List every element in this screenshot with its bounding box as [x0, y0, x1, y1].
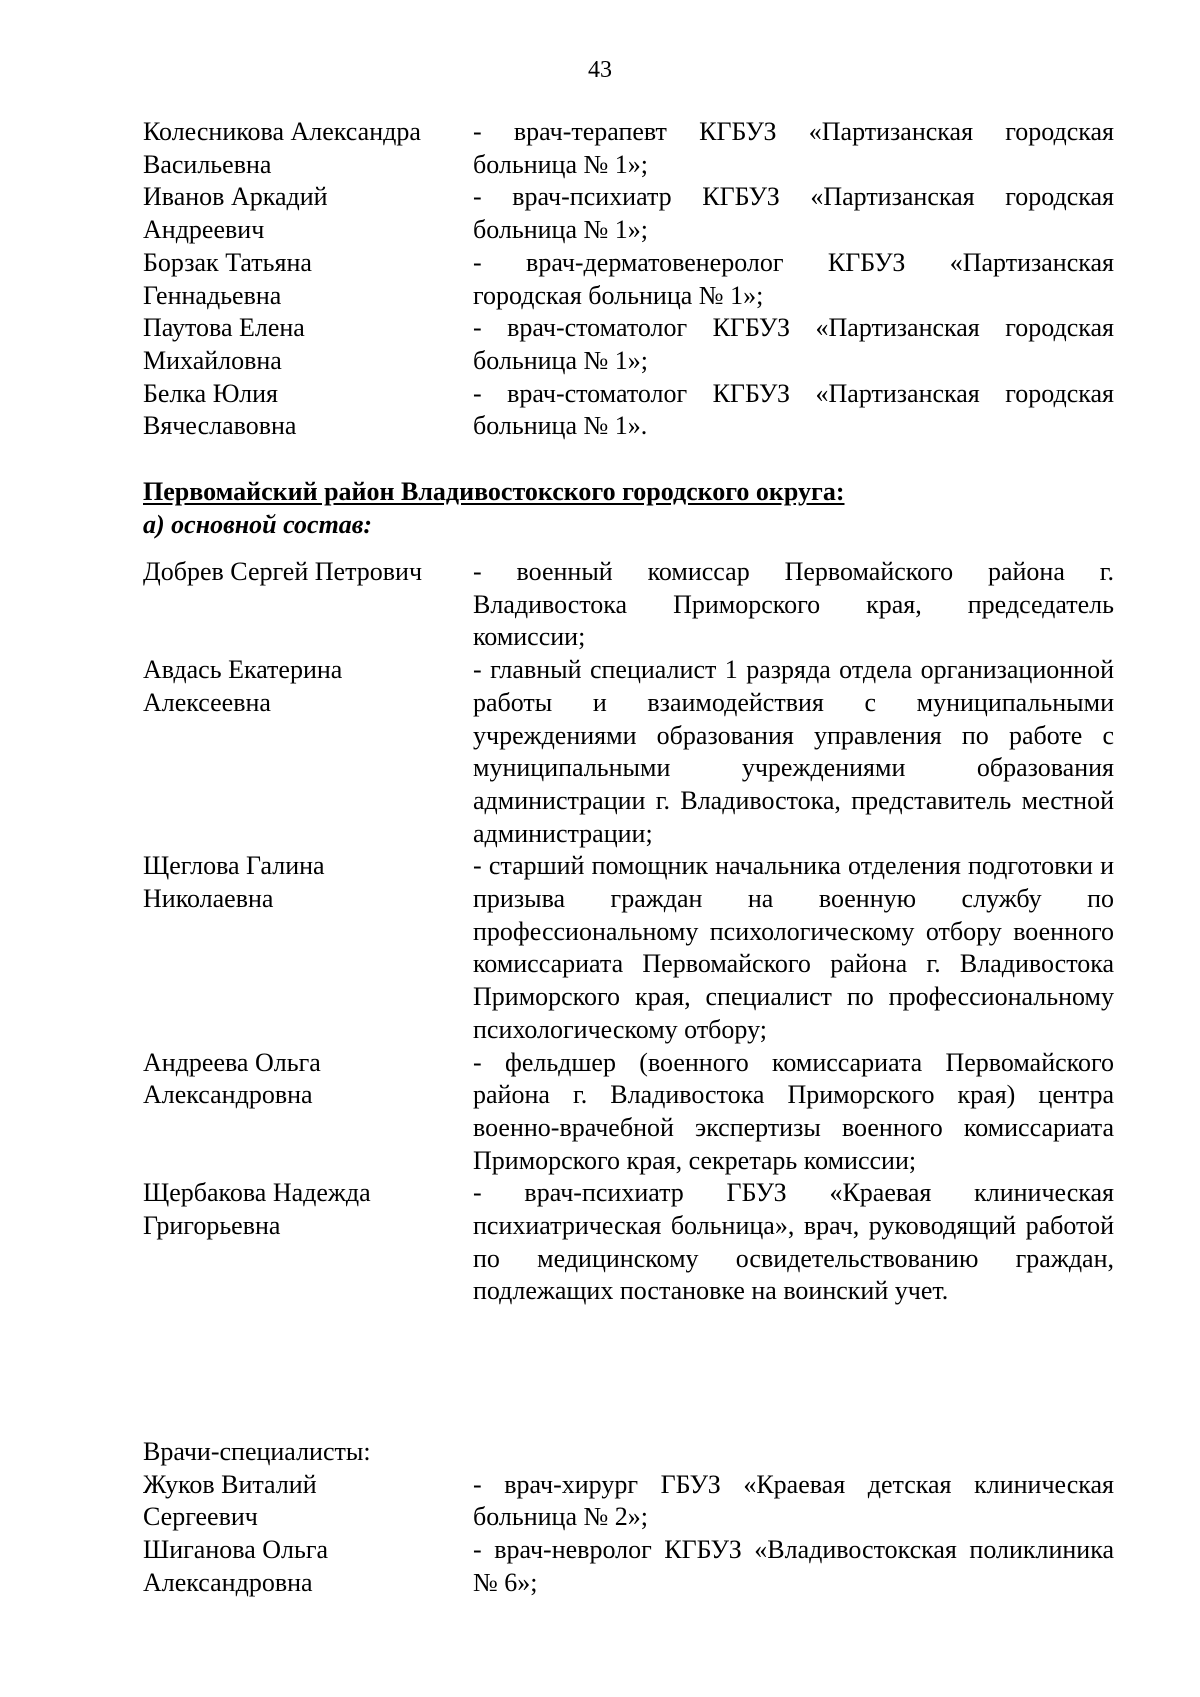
- member-row: [143, 1534, 1114, 1599]
- member-name: Щеглова Галина Николаевна: [143, 851, 325, 914]
- member-position: - врач-стоматолог КГБУЗ «Партизанская городская больница № 1»;: [473, 313, 1114, 375]
- member-position: - главный специалист 1 разряда отдела организационной работы и взаимодействия с муниципальными учреждениями образования управления по работе с муниципальными учреждениями образования администрации г. Владивостока, представитель местной администрации;: [473, 655, 1114, 848]
- member-name: Щербакова Надежда Григорьевна: [143, 1178, 371, 1241]
- member-position: - врач-стоматолог КГБУЗ «Партизанская городская больница № 1».: [473, 378, 1114, 441]
- specialists-label: Врачи-специалисты:: [143, 1437, 371, 1466]
- member-list-specialists: [143, 1436, 1114, 1600]
- member-row: [143, 850, 1114, 1046]
- member-name: Колесникова Александра Васильевна: [143, 117, 421, 179]
- member-name: Жуков Виталий Сергеевич: [143, 1469, 317, 1532]
- member-row: [143, 116, 1114, 181]
- section-heading: Первомайский район Владивостокского городского округа:: [143, 477, 845, 506]
- member-row: [143, 312, 1114, 377]
- member-name: Андреева Ольга Александровна: [143, 1047, 321, 1110]
- member-row: [143, 1469, 1114, 1534]
- member-position: - врач-психиатр КГБУЗ «Партизанская городская больница № 1»;: [473, 182, 1114, 245]
- member-name: Белка Юлия Вячеславовна: [143, 378, 297, 441]
- member-position: - врач-невролог КГБУЗ «Владивостокская поликлиника № 6»;: [473, 1535, 1114, 1597]
- page-number: 43: [588, 57, 612, 83]
- member-name: Борзак Татьяна Геннадьевна: [143, 247, 312, 310]
- member-row: [143, 378, 1114, 443]
- member-name: Авдась Екатерина Алексеевна: [143, 655, 343, 717]
- member-position: - врач-хирург ГБУЗ «Краевая детская клиническая больница № 2»;: [473, 1469, 1114, 1532]
- member-position: - фельдшер (военного комиссариата Первомайского района г. Владивостока Приморского края) центра военно-врачебной экспертизы военного комиссариата Приморского края, секретарь комиссии;: [473, 1047, 1114, 1175]
- member-position: - врач-психиатр ГБУЗ «Краевая клиническая психиатрическая больница», врач, руководящий работой по медицинскому освидетельствованию граждан, подлежащих постановке на воинский учет.: [473, 1178, 1114, 1306]
- member-name: Добрев Сергей Петрович: [143, 557, 423, 586]
- member-name: Иванов Аркадий Андреевич: [143, 182, 328, 245]
- member-name: Паутова Елена Михайловна: [143, 313, 305, 375]
- member-position: - врач-терапевт КГБУЗ «Партизанская городская больница № 1»;: [473, 117, 1114, 179]
- member-list-top: [143, 116, 1114, 443]
- member-row: [143, 1177, 1114, 1308]
- member-name: Шиганова Ольга Александровна: [143, 1535, 329, 1597]
- member-row: [143, 1047, 1114, 1178]
- member-position: - врач-дерматовенеролог КГБУЗ «Партизанская городская больница № 1»;: [473, 247, 1114, 310]
- member-position: - военный комиссар Первомайского района г. Владивостока Приморского края, председатель комиссии;: [473, 557, 1114, 652]
- member-list-main: [143, 556, 1114, 1308]
- member-row: [143, 247, 1114, 312]
- member-row: [143, 181, 1114, 246]
- member-row: [143, 556, 1114, 654]
- section-subheading: а) основной состав:: [143, 510, 373, 539]
- member-row: [143, 654, 1114, 850]
- member-position: - старший помощник начальника отделения подготовки и призыва граждан на военную службу по профессиональному психологическому отбору военного комиссариата Первомайского района г. Владивостока Приморского края, специалист по профессиональному психологическому отбору;: [473, 851, 1114, 1044]
